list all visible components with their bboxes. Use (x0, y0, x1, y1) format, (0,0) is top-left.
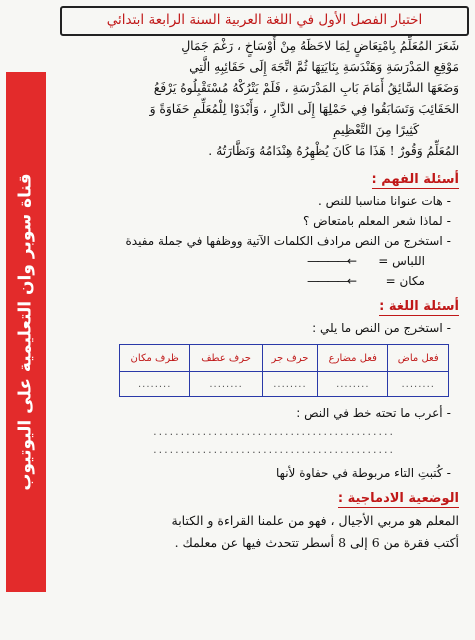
passage-line: المُعَلِّمُ وَقُورٌ ! هَذَا مَا كَانَ يُظْهِرُهُ هِنْدَامُهُ وَنَظَّارَتُهُ . (208, 144, 459, 158)
header-cell: فعل مضارع (318, 345, 388, 372)
answer-cell[interactable]: ........ (318, 372, 388, 397)
header-cell: حرف جر (262, 345, 317, 372)
header-cell: ظرف مكان (120, 345, 190, 372)
passage-line: الحَقَائِبَ وَتَسَابَقُوا فِي حَمْلِهَا إِلَى الدَّارِ ، وَأَبْدَوْا لِلْمُعَلِّمِ حَفَاوَةً وَ (149, 102, 459, 116)
header-cell: حرف عطف (190, 345, 262, 372)
question: -هات عنوانا مناسبا للنص . (318, 194, 451, 208)
channel-banner-text: قناة سوبر وان التعليمية على اليوتيوب (16, 173, 36, 491)
integration-line: المعلم هو مربي الأجيال ، فهو من علمنا القراءة و الكتابة (171, 513, 459, 528)
grammar-title: أسئلة اللغة : (379, 299, 459, 314)
answer-cell[interactable]: ........ (190, 372, 262, 397)
synonym-row: اللباس = ←———— (306, 254, 425, 268)
passage-line: مَوْقِعِ المَدْرَسَةِ وَهَنْدَسَةِ بِنَايَتِهَا ثُمَّ اتَّجَهَ إِلَى حَقَائِبِهِ الَّتِي (189, 60, 459, 74)
header-cell: فعل ماض (388, 345, 449, 372)
parse-instruction: -أعرب ما تحته خط في النص : (296, 406, 451, 420)
answer-cell[interactable]: ........ (388, 372, 449, 397)
answer-cell[interactable]: ........ (120, 372, 190, 397)
passage-line: وَضَعَهَا السَّائِقُ أَمَامَ بَابِ المَدْرَسَةِ ، فَلَمْ يَتْرُكْهُ مُسْتَقْبِلُوهُ يَرْفَعُ (153, 81, 459, 95)
answer-cell[interactable]: ........ (262, 372, 317, 397)
channel-banner (6, 72, 46, 592)
grammar-table-row (120, 372, 449, 397)
question: -استخرج من النص مرادف الكلمات الآتية ووظفها في جملة مفيدة (125, 234, 451, 248)
integration-title: الوضعية الادماجية : (337, 491, 459, 506)
passage-line: شَعَرَ المُعَلِّمُ بِامْتِعَاضٍ لِمَا لاحَظَهُ مِنْ أَوْسَاخٍ ، رَغْمَ جَمَالِ (181, 39, 459, 53)
exam-title: اختبار الفصل الأول في اللغة العربية السنة الرابعة ابتدائي (60, 6, 469, 36)
grammar-table (119, 344, 449, 397)
comprehension-title: أسئلة الفهم : (371, 172, 459, 187)
answer-line[interactable]: ............................................ (153, 443, 395, 456)
reading-passage (52, 36, 459, 162)
synonym-row: مكان = ←———— (306, 274, 425, 288)
answer-line[interactable]: ............................................ (153, 425, 395, 438)
exam-content (52, 36, 465, 554)
ta-instruction: -كُتبتِ التاء مربوطة في حفاوة لأنها (276, 466, 451, 480)
integration-line: أكتب فقرة من 6 إلى 8 أسطر تتحدث فيها عن معلمك . (174, 535, 459, 550)
grammar-instruction: -استخرج من النص ما يلي : (312, 321, 451, 335)
passage-line: كَثِيرًا مِنَ التَّعْظِيمِ (332, 123, 419, 137)
grammar-table-header (120, 345, 449, 372)
question: -لماذا شعر المعلم بامتعاض ؟ (302, 214, 451, 228)
